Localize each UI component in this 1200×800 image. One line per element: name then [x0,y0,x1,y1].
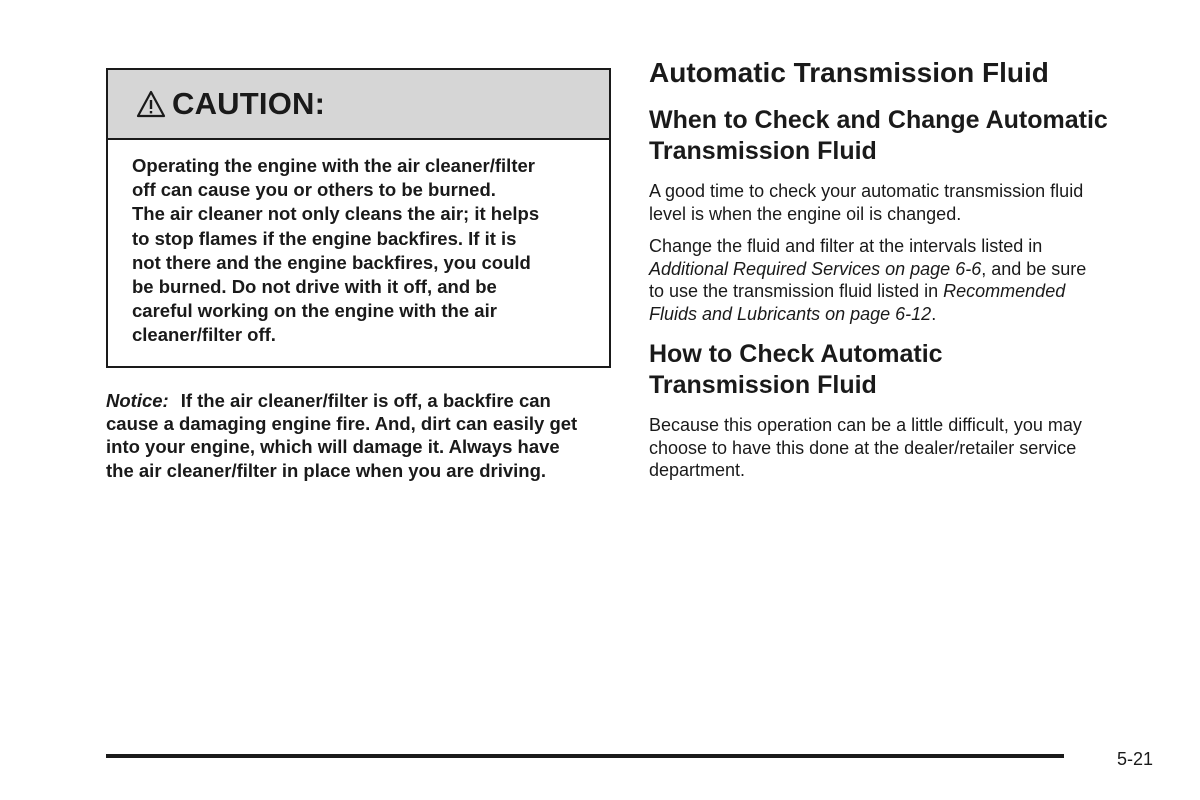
paragraph-line: level is when the engine oil is changed. [649,203,962,224]
notice-text: If the air cleaner/filter is off, a backfire can [180,390,551,411]
notice-paragraph [106,389,616,482]
paragraph-line: choose to have this done at the dealer/retailer service [649,437,1077,458]
subheading-line: How to Check Automatic [649,340,943,368]
paragraph-line: to use the transmission fluid listed in Recommended [649,281,1066,301]
cross-reference: Fluids and Lubricants on page 6-12 [649,303,932,324]
notice-line: cause a damaging engine fire. And, dirt can easily get [106,413,578,435]
notice-line [106,389,616,412]
cross-reference: Additional Required Services on page 6-6 [649,258,982,279]
cross-reference: Recommended [943,281,1066,301]
notice-line: the air cleaner/filter in place when you are driving. [106,459,547,481]
paragraph-line: A good time to check your automatic transmission fluid [649,181,1084,201]
subheading-line: Transmission Fluid [649,137,877,165]
caution-title: CAUTION: [172,86,326,121]
caution-line: The air cleaner not only cleans the air; it helps [132,203,540,225]
subheading-line: Transmission Fluid [649,371,877,399]
footer-rule [106,754,1064,758]
notice-line: into your engine, which will damage it. Always have [106,436,560,458]
caution-header [108,70,609,140]
caution-line: to stop flames if the engine backfires. If it is [132,227,517,249]
caution-line: careful working on the engine with the air [132,300,497,322]
right-column [649,56,1159,482]
paragraph-change-intervals [649,235,1159,325]
caution-line: be burned. Do not drive with it off, and be [132,276,497,298]
notice-label: Notice: [106,390,169,411]
caution-line: off can cause you or others to be burned. [132,179,496,201]
caution-line: cleaner/filter off. [132,324,276,346]
paragraph-line: department. [649,460,746,480]
paragraph-dealer-service [649,414,1159,482]
section-title: Automatic Transmission Fluid [649,57,1049,88]
subheading-line: When to Check and Change Automatic [649,106,1108,134]
paragraph-check-time [649,180,1159,225]
subheading-when-to-check [649,105,1159,167]
caution-box [106,68,611,368]
caution-line: not there and the engine backfires, you could [132,251,531,273]
caution-line: Operating the engine with the air cleaner/filter [132,155,535,176]
warning-triangle-icon [136,89,166,119]
paragraph-line: Because this operation can be a little difficult, you may [649,415,1082,435]
subheading-how-to-check [649,339,1159,401]
page-number: 5-21 [1117,749,1154,769]
caution-text [108,140,609,348]
paragraph-line: Additional Required Services on page 6-6, and be sure [649,258,1087,279]
paragraph-line: Fluids and Lubricants on page 6-12. [649,303,937,324]
paragraph-line: Change the fluid and filter at the intervals listed in [649,236,1043,256]
